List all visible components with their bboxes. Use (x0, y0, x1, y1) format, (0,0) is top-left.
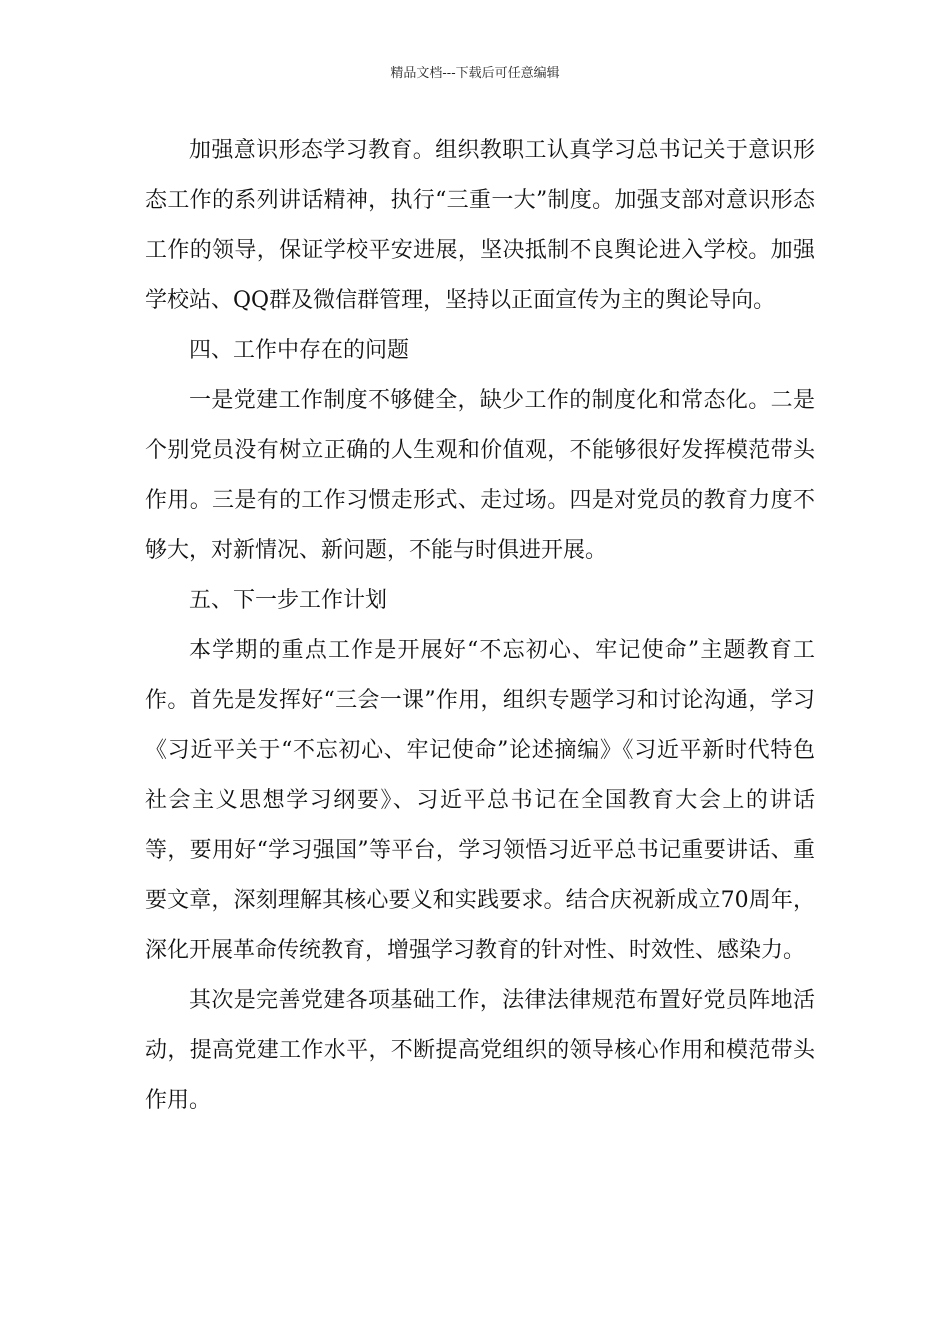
paragraph-problems: 一是党建工作制度不够健全，缺少工作的制度化和常态化。二是个别党员没有树立正确的人生观和价值观，不能够很好发挥模范带头作用。三是有的工作习惯走形式、走过场。四是对党员的教育力度不够大，对新情况、新问题，不能与时俱进开展。 (145, 388, 815, 563)
page-header: 精品文档---下载后可任意编辑 (390, 66, 560, 81)
paragraph-ideology-education: 加强意识形态学习教育。组织教职工认真学习总书记关于意识形态工作的系列讲话精神，执行“三重一大”制度。加强支部对意识形态工作的领导，保证学校平安进展，坚决抵制不良舆论进入学校。加强学校站、QQ群及微信群管理，坚持以正面宣传为主的舆论导向。 (145, 138, 815, 313)
document-body (145, 126, 815, 1126)
paragraph-party-basics: 其次是完善党建各项基础工作，法律法律规范布置好党员阵地活动，提高党建工作水平，不断提高党组织的领导核心作用和模范带头作用。 (145, 988, 815, 1113)
section-heading-next-plan: 五、下一步工作计划 (189, 588, 388, 613)
paragraph-key-work: 本学期的重点工作是开展好“不忘初心、牢记使命”主题教育工作。首先是发挥好“三会一课”作用，组织专题学习和讨论沟通，学习《习近平关于“不忘初心、牢记使命”论述摘编》《习近平新时代特色社会主义思想学习纲要》、习近平总书记在全国教育大会上的讲话等，要用好“学习强国”等平台，学习领悟习近平总书记重要讲话、重要文章，深刻理解其核心要义和实践要求。结合庆祝新成立70周年，深化开展革命传统教育，增强学习教育的针对性、时效性、感染力。 (145, 638, 815, 963)
section-heading-problems: 四、工作中存在的问题 (189, 338, 410, 363)
